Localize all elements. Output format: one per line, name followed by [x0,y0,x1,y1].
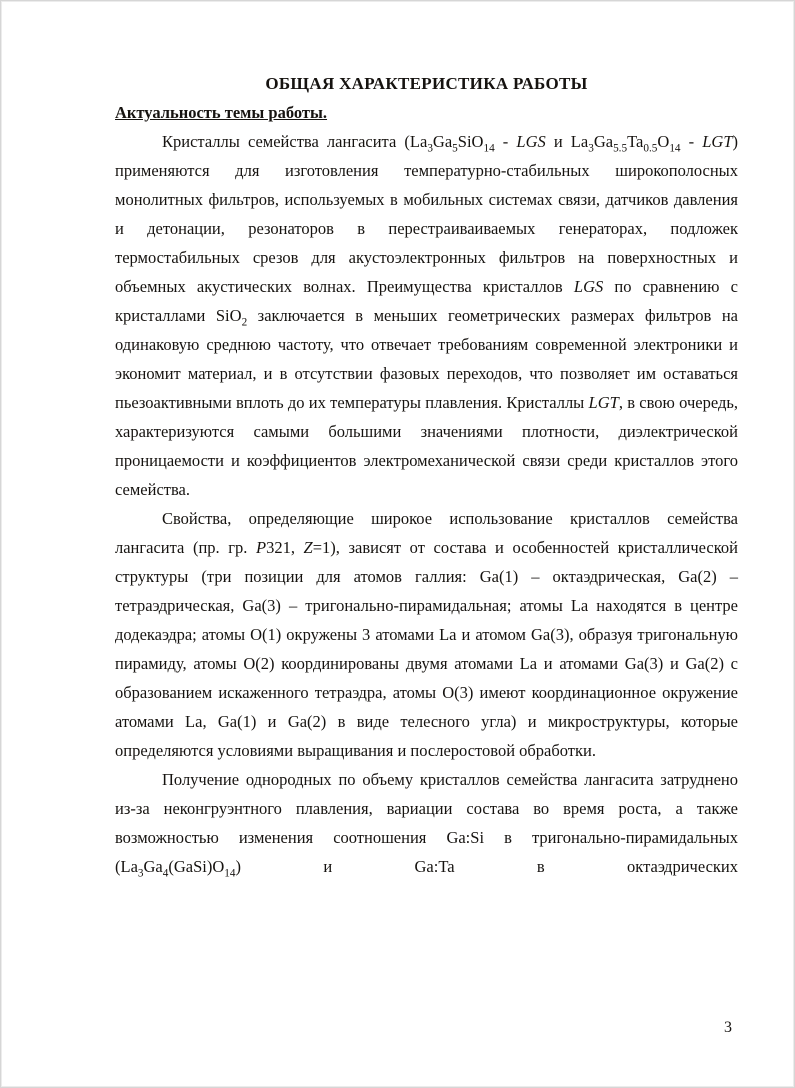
paragraph-2: Свойства, определяющие широкое использование кристаллов семейства лангасита (пр. гр. P321, Z=1), зависят от состава и особенностей кристаллической структуры (три позиции для атомов галлия: Ga(1) – октаэдрическая, Ga(2) – тетраэдрическая, Ga(3) – тригонально-пирамидальная; атомы La находятся в центре додекаэдра; атомы O(1) окружены 3 атомами La и атомом Ga(3), образуя тригональную пирамиду, атомы O(2) координированы двумя атомами La и атомами Ga(3) и Ga(2) с образованием искаженного тетраэдра, атомы O(3) имеют координационное окружение атомами La, Ga(1) и Ga(2) в виде телесного угла) и микроструктуры, которые определяются условиями выращивания и послеростовой обработки. [115,509,739,760]
page-number: 3 [724,1019,732,1036]
paragraph-3: Получение однородных по объему кристаллов семейства лангасита затруднено из-за неконгруэнтного плавления, вариации состава во время роста, а также возможностью изменения соотношения Ga:Si в тригонально-пирамидальных $(La_3Ga_4(GaSi)O_{14})$ и Ga:Ta в октаэдрических [115,770,738,880]
document-title: ОБЩАЯ ХАРАКТЕРИСТИКА РАБОТЫ [265,74,588,93]
section-heading: Актуальность темы работы. [115,103,328,122]
paragraph-1: Кристаллы семейства лангасита ($La_3Ga_5SiO_{14}$ - LGS и $La_3Ga_{5.5}Ta_{0.5}O_{14} - LGT$) применяются для изготовления температурно-стабильных широкополосных монолитных фильтров, используемых в мобильных системах связи, датчиков давления и детонации, резонаторов в перестраиваиваемых генераторах, подложек термостабильных срезов для акустоэлектронных фильтров на поверхностных и объемных акустических волнах. Преимущества кристаллов LGS по сравнению с кристаллами SiO$_2$ заключается в меньших геометрических размерах фильтров на одинаковую среднюю частоту, что отвечает требованиям современной электроники и экономит материал, и в отсутствии фазовых переходов, что позволяет им оставаться пьезоактивными вплоть до их температуры плавления. Кристаллы LGT, в свою очередь, характеризуются самыми большими значениями плотности, диэлектрической проницаемости и коэффициентов электромеханической связи среди кристаллов этого семейства. [115,132,739,499]
